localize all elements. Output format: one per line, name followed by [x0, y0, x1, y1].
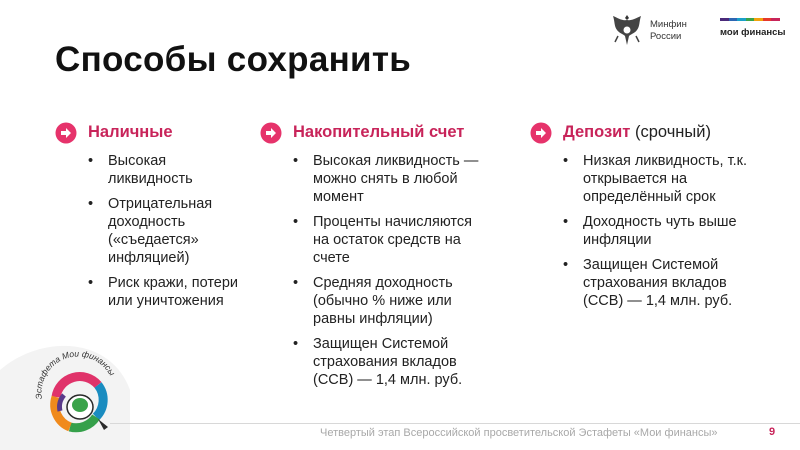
- footer-text: Четвертый этап Всероссийской просветительской Эстафеты «Мои финансы»: [320, 427, 718, 439]
- column-title-subtitle: (срочный): [630, 123, 711, 141]
- list-item: • Высокая ликвидность — можно снять в любой момент: [293, 152, 488, 206]
- list-item: • Риск кражи, потери или уничтожения: [88, 274, 248, 310]
- column-title: Наличные: [88, 123, 173, 141]
- column-title: Накопительный счет: [293, 123, 465, 141]
- list-item: • Защищен Системой страхования вкладов (ССВ) — 1,4 млн. руб.: [293, 335, 488, 389]
- column-savings-account: [260, 122, 500, 388]
- arrow-right-circle-icon: [530, 122, 552, 144]
- brand-color-segment: [754, 18, 763, 21]
- brand-name: мои финансы: [720, 27, 786, 38]
- minfin-line2: России: [650, 31, 682, 42]
- bullet-list: [293, 152, 488, 396]
- brand-color-segment: [720, 18, 729, 21]
- minfin-logo: [610, 12, 700, 52]
- column-title-main: Депозит: [563, 123, 631, 141]
- page-title: Способы сохранить: [55, 40, 412, 79]
- brand-color-segment: [771, 18, 780, 21]
- brand-color-segment: [763, 18, 772, 21]
- column-header: [55, 122, 255, 144]
- list-item: • Низкая ликвидность, т.к. открывается на определённый срок: [563, 152, 758, 206]
- list-item: • Защищен Системой страхования вкладов (ССВ) — 1,4 млн. руб.: [563, 256, 758, 310]
- list-item: • Высокая ликвидность: [88, 152, 248, 188]
- brand-color-segment: [729, 18, 738, 21]
- list-item: • Отрицательная доходность («съедается» инфляцией): [88, 195, 248, 267]
- column-header: [260, 122, 500, 144]
- bullet-list: [88, 152, 248, 317]
- minfin-line1: Минфин: [650, 19, 687, 30]
- estafeta-emblem-icon: [28, 345, 128, 440]
- footer-divider: [110, 423, 800, 424]
- arrow-right-circle-icon: [55, 122, 77, 144]
- list-item: • Средняя доходность (обычно % ниже или равны инфляции): [293, 274, 488, 328]
- brand-color-segment: [737, 18, 746, 21]
- brand-color-segment: [746, 18, 755, 21]
- list-item: • Проценты начисляются на остаток средств на счете: [293, 213, 488, 267]
- emblem-text: Эстафета Мои финансы: [33, 348, 118, 400]
- column-cash: [55, 122, 255, 309]
- column-deposit: [530, 122, 780, 309]
- arrow-right-circle-icon: [260, 122, 282, 144]
- moi-finansy-logo: [720, 18, 786, 48]
- page-number: 9: [769, 426, 776, 438]
- bullet-list: [563, 152, 758, 317]
- brand-color-bar: [720, 18, 780, 21]
- column-header: [530, 122, 780, 144]
- column-title: [563, 123, 711, 142]
- list-item: • Доходность чуть выше инфляции: [563, 213, 758, 249]
- double-eagle-emblem-icon: [610, 12, 644, 48]
